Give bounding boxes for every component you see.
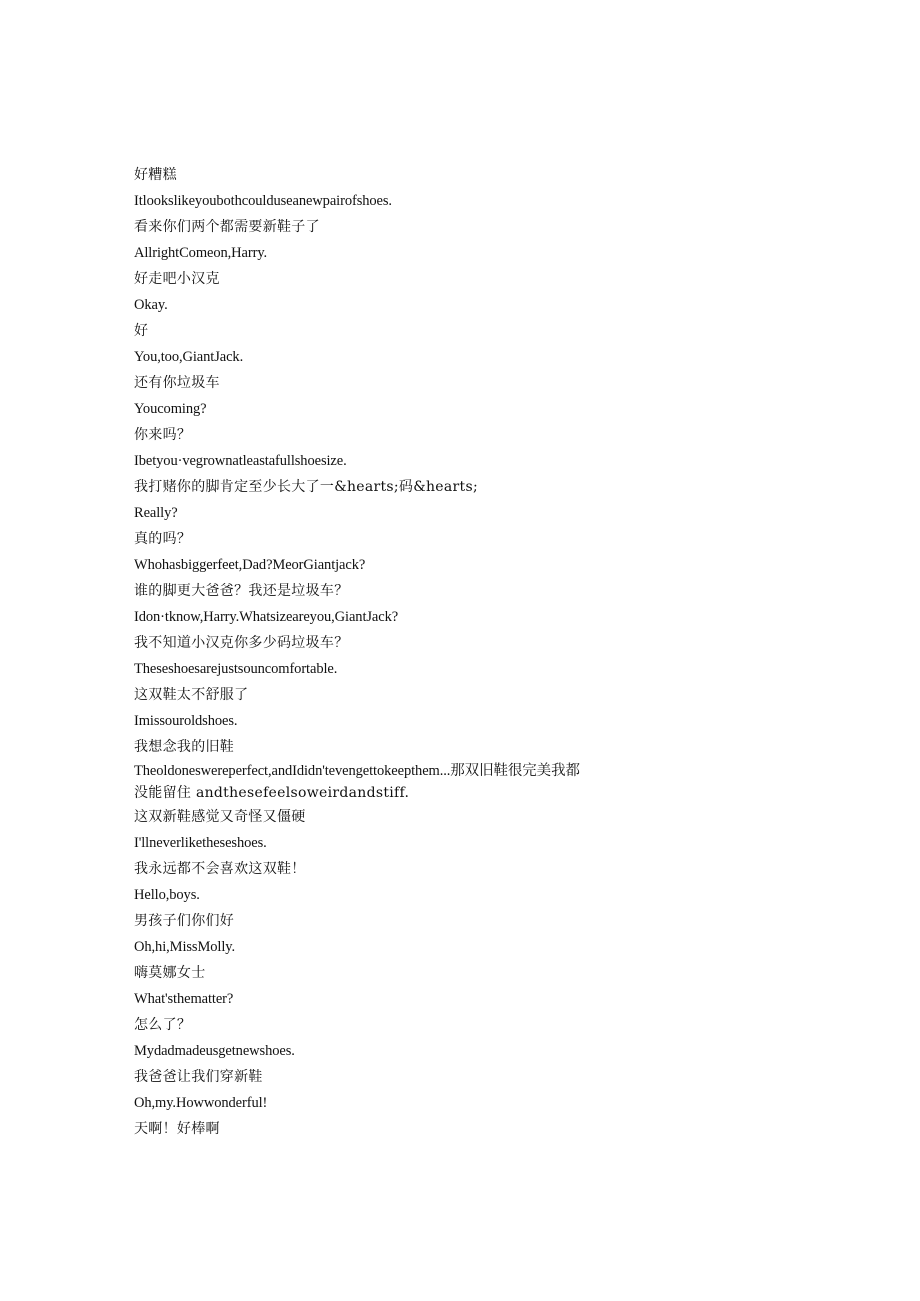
transcript-line-english: Really? xyxy=(134,505,178,521)
transcript-line-english: I'llneverliketheseshoes. xyxy=(134,835,267,851)
transcript-line-english: Whohasbiggerfeet,Dad?MeorGiantjack? xyxy=(134,557,366,573)
transcript-line-chinese: 你来吗？ xyxy=(134,427,192,443)
transcript-line-english: What'sthematter? xyxy=(134,991,234,1007)
transcript-line-english: Okay. xyxy=(134,297,168,313)
transcript-line-english: Theoldoneswereperfect,andIdidn'tevengettokeepthem...那双旧鞋很完美我都 xyxy=(134,763,580,779)
transcript-line-english: Hello,boys. xyxy=(134,887,200,903)
transcript-line-chinese: 我打赌你的脚肯定至少长大了一&hearts;码&hearts; xyxy=(134,479,478,495)
transcript-line-chinese: 我不知道小汉克你多少码垃圾车？ xyxy=(134,635,349,651)
transcript-line-english: Youcoming? xyxy=(134,401,207,417)
transcript-line-english: Oh,hi,MissMolly. xyxy=(134,939,235,955)
transcript-line-english: Itlookslikeyoubothcoulduseanewpairofshoes. xyxy=(134,193,392,209)
transcript-line-chinese: 谁的脚更大爸爸？我还是垃圾车？ xyxy=(134,583,349,599)
transcript-line-english: Theseshoesarejustsouncomfortable. xyxy=(134,661,338,677)
transcript-line-english: Oh,my.Howwonderful! xyxy=(134,1095,268,1111)
transcript-line-english: Ibetyou·vegrownatleastafullshoesize. xyxy=(134,453,347,469)
transcript-line-english: Imissouroldshoes. xyxy=(134,713,238,729)
transcript-line-english: Mydadmadeusgetnewshoes. xyxy=(134,1043,295,1059)
transcript-line-english: You,too,GiantJack. xyxy=(134,349,244,365)
transcript-line-chinese: 天啊！好棒啊 xyxy=(134,1121,220,1137)
transcript-line-chinese: 好 xyxy=(134,323,149,339)
transcript-line-chinese: 看来你们两个都需要新鞋子了 xyxy=(134,219,320,235)
transcript-line-chinese: 还有你垃圾车 xyxy=(134,375,220,391)
transcript-line-chinese: 没能留住 andthesefeelsoweirdandstiff. xyxy=(134,785,410,801)
transcript-line-english: Idon·tknow,Harry.Whatsizeareyou,GiantJack? xyxy=(134,609,399,625)
transcript-line-chinese: 怎么了？ xyxy=(134,1017,192,1033)
transcript-line-chinese: 我永远都不会喜欢这双鞋！ xyxy=(134,861,306,877)
transcript-line-english: AllrightComeon,Harry. xyxy=(134,245,268,261)
transcript-line-chinese: 我想念我的旧鞋 xyxy=(134,739,235,755)
transcript-line-chinese: 好走吧小汉克 xyxy=(134,271,220,287)
transcript-line-chinese: 男孩子们你们好 xyxy=(134,913,235,929)
transcript-line-chinese: 好糟糕 xyxy=(134,167,177,183)
transcript-line-chinese: 这双新鞋感觉又奇怪又僵硬 xyxy=(134,809,306,825)
transcript-line-chinese: 真的吗？ xyxy=(134,531,192,547)
transcript-line-chinese: 这双鞋太不舒服了 xyxy=(134,687,249,703)
transcript-line-chinese: 我爸爸让我们穿新鞋 xyxy=(134,1069,263,1085)
transcript-body xyxy=(134,162,774,1142)
transcript-line-chinese: 嗨莫娜女士 xyxy=(134,965,206,981)
